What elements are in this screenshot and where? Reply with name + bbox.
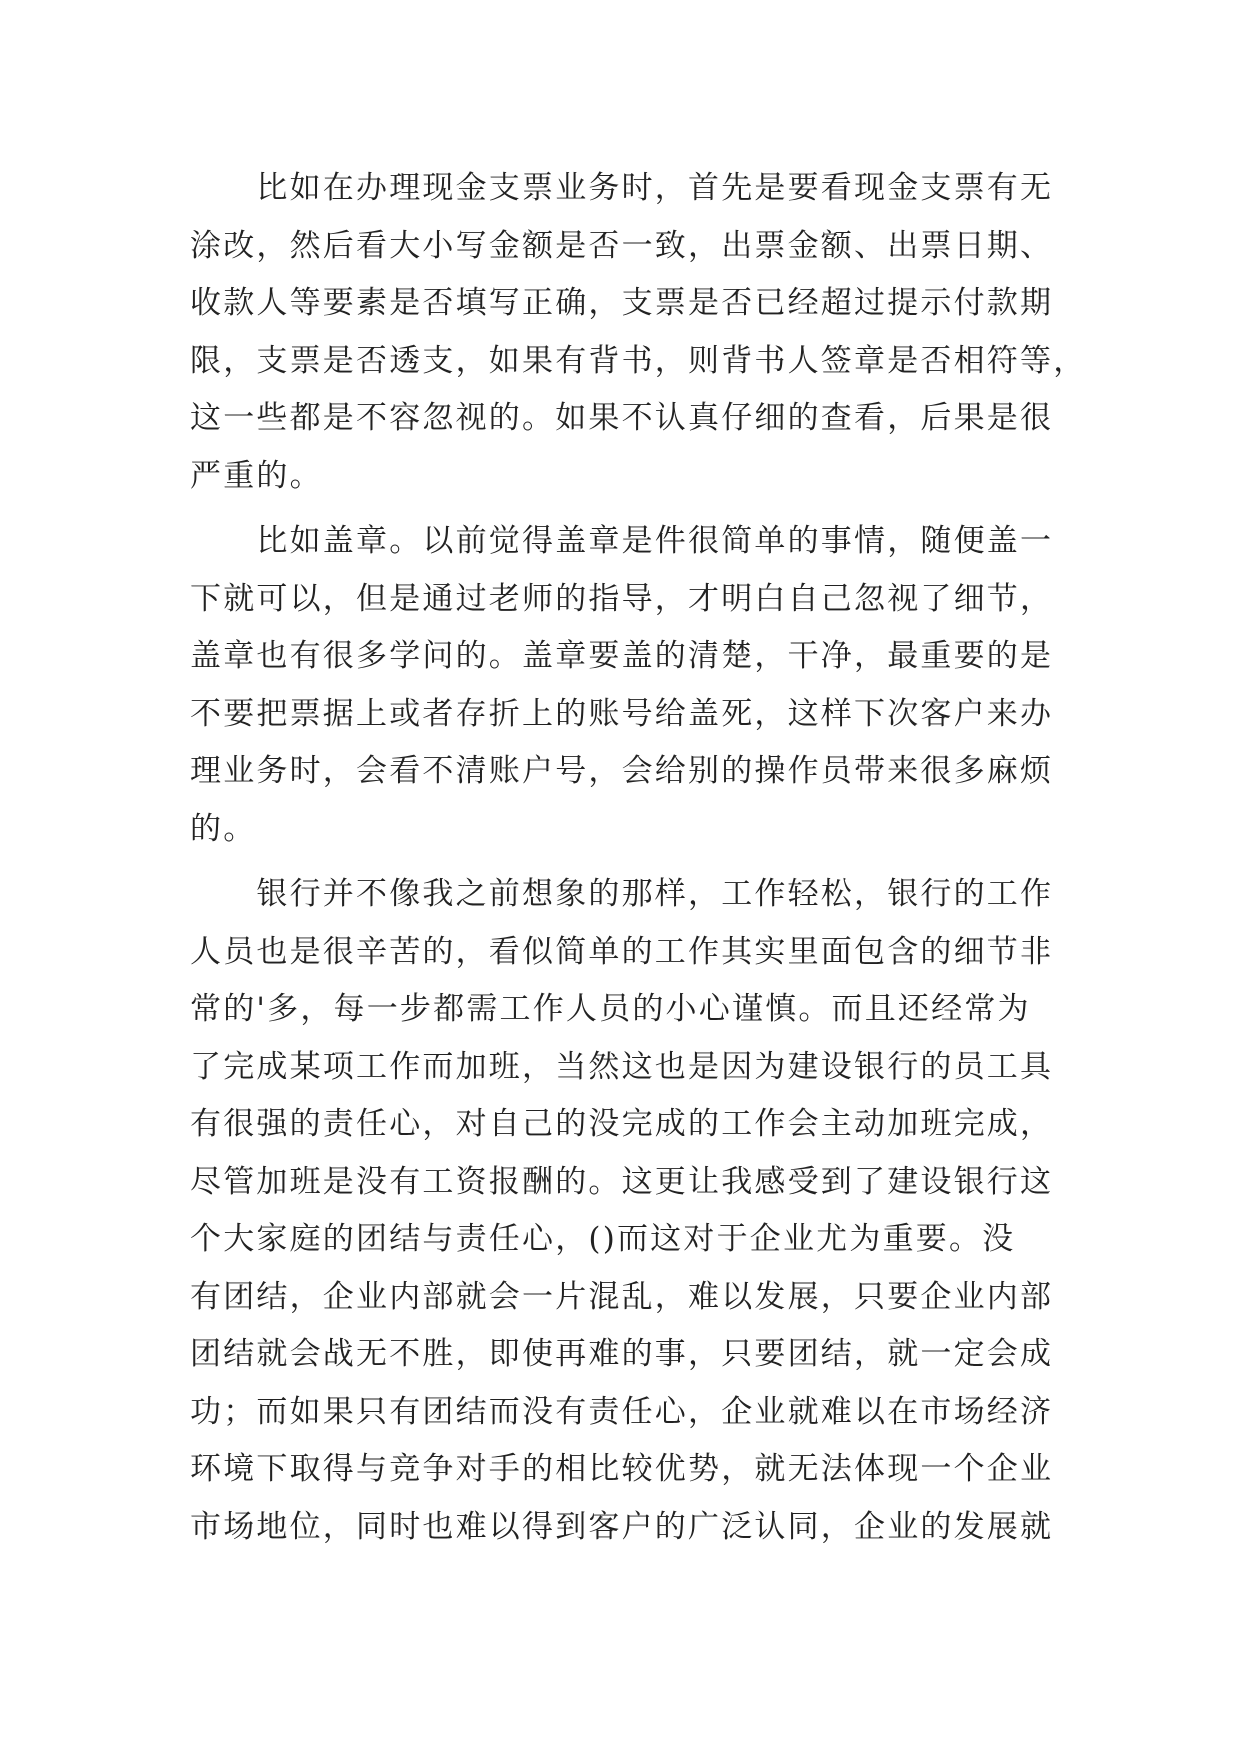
- text-line: 限，支票是否透支，如果有背书，则背书人签章是否相符等，: [190, 342, 1087, 379]
- text-line: 涂改，然后看大小写金额是否一致，出票金额、出票日期、: [190, 227, 1054, 264]
- text-line: 不要把票据上或者存折上的账号给盖死，这样下次客户来办: [190, 695, 1054, 732]
- text-line: 比如盖章。以前觉得盖章是件很简单的事情，随便盖一: [190, 523, 1054, 559]
- text-line: 下就可以，但是通过老师的指导，才明白自己忽视了细节，: [190, 580, 1054, 617]
- text-line: 环境下取得与竞争对手的相比较优势，就无法体现一个企业: [190, 1451, 1054, 1487]
- text-line: 个大家庭的团结与责任心，()而这对于企业尤为重要。没: [190, 1221, 1016, 1257]
- text-line: 尽管加班是没有工资报酬的。这更让我感受到了建设银行这: [190, 1163, 1054, 1200]
- paragraph-cash-check: [190, 160, 1087, 505]
- text-line: 严重的。: [190, 457, 323, 494]
- text-line: 了完成某项工作而加班，当然这也是因为建设银行的员工具: [190, 1048, 1054, 1085]
- text-line: 的。: [190, 810, 257, 847]
- text-line: 比如在办理现金支票业务时，首先是要看现金支票有无: [190, 170, 1054, 206]
- text-line: 理业务时，会看不清账户号，会给别的操作员带来很多麻烦: [190, 753, 1054, 789]
- text-line: 团结就会战无不胜，即使再难的事，只要团结，就一定会成: [190, 1336, 1054, 1372]
- text-line: 银行并不像我之前想象的那样，工作轻松，银行的工作: [190, 876, 1054, 912]
- text-line: 有很强的责任心，对自己的没完成的工作会主动加班完成，: [190, 1106, 1054, 1142]
- paragraph-gap: [190, 505, 1070, 513]
- paragraph-gap: [190, 858, 1070, 866]
- text-line: 有团结，企业内部就会一片混乱，难以发展，只要企业内部: [190, 1278, 1054, 1315]
- text-line: 人员也是很辛苦的，看似简单的工作其实里面包含的细节非: [190, 933, 1054, 970]
- paragraph-bank-work: [190, 866, 1070, 1556]
- text-line: 功；而如果只有团结而没有责任心，企业就难以在市场经济: [190, 1393, 1054, 1430]
- text-line: 这一些都是不容忽视的。如果不认真仔细的查看，后果是很: [190, 400, 1054, 436]
- paragraph-stamping: [190, 513, 1070, 858]
- text-line: 收款人等要素是否填写正确，支票是否已经超过提示付款期: [190, 285, 1054, 321]
- document-body: [190, 160, 1087, 1556]
- text-line: 盖章也有很多学问的。盖章要盖的清楚，干净，最重要的是: [190, 638, 1054, 674]
- text-line: 常的'多，每一步都需工作人员的小心谨慎。而且还经常为: [190, 991, 1031, 1027]
- text-line: 市场地位，同时也难以得到客户的广泛认同，企业的发展就: [190, 1508, 1054, 1545]
